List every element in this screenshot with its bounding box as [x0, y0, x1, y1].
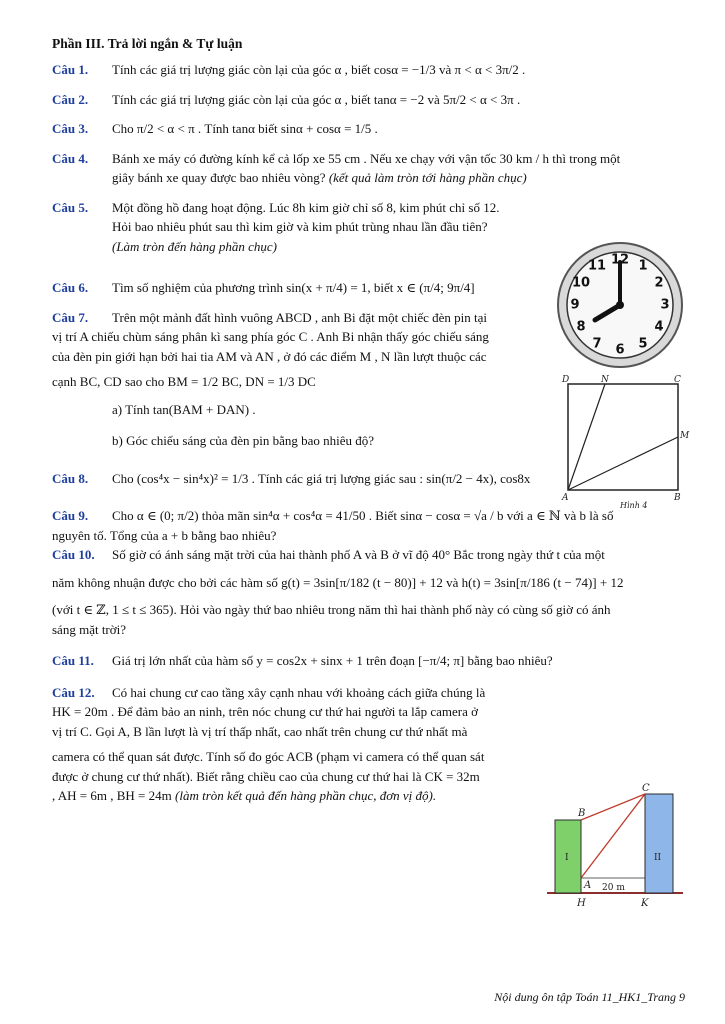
- label-a: A: [584, 880, 592, 891]
- label-m: M: [680, 431, 690, 441]
- label-h: H: [577, 898, 586, 909]
- clock-numeral: 8: [576, 319, 586, 335]
- question-label: Câu 4.: [52, 150, 89, 166]
- question-note: (Làm tròn đến hàng phần chục): [112, 238, 278, 254]
- question-text: Hỏi bao nhiêu phút sau thì kim giờ và kim phút trùng nhau lần đầu tiên?: [112, 219, 488, 235]
- clock-numeral: 5: [638, 336, 648, 352]
- question-text: sáng mặt trời?: [52, 621, 127, 637]
- label-building-one: I: [565, 853, 569, 863]
- section-title: Phần III. Trả lời ngắn & Tự luận: [52, 36, 243, 51]
- clock-center: [616, 301, 624, 309]
- clock-numeral: 10: [571, 275, 591, 291]
- question-5: [52, 198, 544, 257]
- label-b: B: [578, 808, 586, 819]
- clock-numeral: 4: [654, 319, 664, 335]
- label-a: A: [562, 493, 569, 503]
- question-text: Giá trị lớn nhất của hàm số y = cos2x + sinx + 1 trên đoạn [−π/4; π] bằng bao nhiêu?: [112, 653, 553, 669]
- question-label: Câu 7.: [52, 309, 89, 325]
- label-n: N: [601, 375, 609, 385]
- label-distance: 20 m: [602, 883, 625, 893]
- question-label: Câu 2.: [52, 91, 89, 107]
- question-text: nguyên tố. Tổng của a + b bằng bao nhiêu?: [52, 527, 277, 543]
- question-text: Bánh xe máy có đường kính kể cả lốp xe 55 cm . Nếu xe chạy với vận tốc 30 km / h thì trong một: [112, 150, 621, 166]
- question-label: Câu 1.: [52, 62, 89, 78]
- question-text: HK = 20m . Để đảm bảo an ninh, trên nóc chung cư thứ hai người ta lắp camera ở: [52, 704, 478, 720]
- buildings-figure: [545, 780, 685, 910]
- question-text: Cho (cos⁴x − sin⁴x)² = 1/3 . Tính các giá trị lượng giác sau : sin(π/2 − 4x), cos8x: [112, 470, 531, 486]
- question-text: Có hai chung cư cao tầng xây cạnh nhau với khoảng cách giữa chúng là: [112, 684, 486, 700]
- question-text: cạnh BC, CD sao cho BM = 1/2 BC, DN = 1/3 DC: [52, 374, 316, 390]
- question-text: Số giờ có ánh sáng mặt trời của hai thành phố A và B ở vĩ độ 40° Bắc trong ngày thứ t của một: [112, 547, 605, 563]
- ray-an: [568, 384, 605, 490]
- label-c: C: [642, 783, 650, 794]
- question-text: Tính các giá trị lượng giác còn lại của góc α , biết cosα = −1/3 và π < α < 3π/2 .: [112, 62, 526, 78]
- question-note: (làm tròn kết quả đến hàng phần chục, đơn vị độ).: [175, 788, 437, 804]
- question-text: Một đồng hồ đang hoạt động. Lúc 8h kim giờ chỉ số 8, kim phút chỉ số 12.: [112, 199, 500, 215]
- question-7: [52, 308, 550, 451]
- question-label: Câu 9.: [52, 508, 89, 524]
- clock-numeral: 2: [654, 275, 664, 291]
- question-text: được ở chung cư thứ nhất). Biết rằng chiều cao của chung cư thứ hai là CK = 32m: [52, 768, 480, 784]
- question-label: Câu 8.: [52, 470, 89, 486]
- question-label: Câu 12.: [52, 684, 95, 700]
- clock-numeral: 7: [592, 336, 602, 352]
- question-text: của đèn pin giới hạn bởi hai tia AM và AN , ở đó các điểm M , N lần lượt thuộc các: [52, 348, 487, 364]
- clock-numeral: 9: [570, 297, 580, 313]
- question-text: Cho α ∈ (0; π/2) thỏa mãn sin⁴α + cos⁴α = 41/50 . Biết sinα − cosα = √a / b với a ∈ ℕ và b là số: [112, 508, 614, 524]
- question-label: Câu 10.: [52, 547, 95, 563]
- question-label: Câu 3.: [52, 121, 89, 137]
- question-4: [52, 149, 685, 188]
- question-label: Câu 5.: [52, 199, 89, 215]
- question-3: [52, 119, 685, 139]
- question-9: [52, 506, 685, 545]
- question-text: Tính các giá trị lượng giác còn lại của góc α , biết tanα = −2 và 5π/2 < α < 3π .: [112, 91, 521, 107]
- question-text: (với t ∈ ℤ, 1 ≤ t ≤ 365). Hỏi vào ngày thứ bao nhiêu trong năm thì hai thành phố này có cùng số giờ có ánh: [52, 602, 611, 618]
- square-figure: [558, 372, 688, 512]
- question-label: Câu 6.: [52, 280, 89, 296]
- question-10: [52, 545, 685, 639]
- question-text: giây bánh xe quay được bao nhiêu vòng?: [112, 170, 326, 186]
- clock-numeral: 3: [660, 297, 670, 313]
- label-b: B: [674, 493, 681, 503]
- question-note: (kết quả làm tròn tới hàng phần chục): [328, 170, 527, 186]
- question-12: [52, 683, 542, 806]
- question-text: Cho π/2 < α < π . Tính tanα biết sinα + cosα = 1/5 .: [112, 121, 378, 137]
- question-part-a: a) Tính tan(BAM + DAN) .: [112, 401, 256, 417]
- question-2: [52, 90, 685, 110]
- question-text: vị trí A chiếu chùm sáng phân kì sang phía góc C . Anh Bi nhận thấy góc chiếu sáng: [52, 329, 489, 345]
- question-text: Trên một mảnh đất hình vuông ABCD , anh Bi đặt một chiếc đèn pin tại: [112, 309, 488, 325]
- clock-numeral: 12: [610, 252, 630, 268]
- question-text: năm không nhuận được cho bởi các hàm số g(t) = 3sin[π/182 (t − 80)] + 12 và h(t) = 3sin[π/186 (t − 74)] + 12: [52, 574, 624, 590]
- label-c: C: [674, 375, 681, 385]
- label-d: D: [562, 375, 570, 385]
- question-text: , AH = 6m , BH = 24m: [52, 788, 172, 804]
- question-label: Câu 11.: [52, 653, 94, 669]
- label-k: K: [641, 898, 649, 909]
- question-text: Tìm số nghiệm của phương trình sin(x + π/4) = 1, biết x ∈ (π/4; 9π/4]: [112, 280, 475, 296]
- clock-numeral: 1: [638, 258, 648, 274]
- question-text: vị trí C. Gọi A, B lần lượt là vị trí thấp nhất, cao nhất trên chung cư thứ nhất mà: [52, 723, 468, 739]
- clock-figure: [555, 240, 685, 370]
- clock-numeral: 11: [587, 258, 607, 274]
- question-part-b: b) Góc chiếu sáng của đèn pin bằng bao nhiêu độ?: [112, 433, 375, 449]
- question-1: [52, 60, 685, 80]
- building-two: [645, 794, 673, 893]
- question-text: camera có thể quan sát được. Tính số đo góc ACB (phạm vi camera có thể quan sát: [52, 749, 485, 765]
- question-11: [52, 651, 685, 671]
- clock-numeral: 6: [615, 342, 625, 358]
- label-building-two: II: [654, 853, 662, 863]
- page-footer: Nội dung ôn tập Toán 11_HK1_Trang 9: [494, 990, 685, 1004]
- square-abcd: [568, 384, 678, 490]
- figure-caption: Hình 4: [620, 501, 648, 510]
- ray-am: [568, 437, 678, 490]
